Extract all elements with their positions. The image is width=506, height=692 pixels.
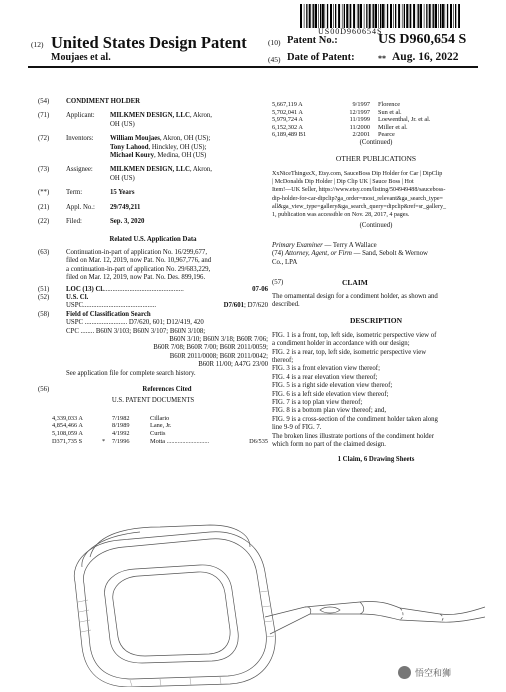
barcode-bar <box>413 4 415 28</box>
barcode-bar <box>395 4 396 28</box>
barcode-bar <box>306 4 307 28</box>
barcode-bar <box>393 4 394 28</box>
reference-row: 4,339,033 A 7/1982 Cillario <box>52 414 170 422</box>
document-title: United States Design Patent <box>51 33 247 52</box>
code-45: (45) <box>268 55 281 64</box>
barcode-bar <box>382 4 384 28</box>
description-line: FIG. 1 is a front, top, left side, isometric perspective view of <box>272 331 437 339</box>
claims-summary: 1 Claim, 6 Drawing Sheets <box>337 455 415 463</box>
reference-row: 6,152,302 A 11/2000 Miller et al. <box>272 123 408 131</box>
description-line: FIG. 4 is a rear elevation view thereof; <box>272 373 378 381</box>
reference-row: 5,979,724 A 11/1999 Loewenthal, Jr. et al. <box>272 116 431 124</box>
references-list-continued <box>272 101 480 139</box>
attorney: (74) Attorney, Agent, or Firm — Sand, Sebolt & Wernow <box>272 250 428 258</box>
barcode-bar <box>445 4 446 28</box>
barcode-bar <box>333 4 334 28</box>
barcode-number: US00D960654S <box>318 27 383 36</box>
wechat-icon <box>398 666 411 679</box>
references-heading: References Cited <box>142 385 192 393</box>
description-line: a condiment holder in accordance with our design; <box>272 340 410 348</box>
description-line: FIG. 5 is a right side elevation view thereof; <box>272 382 393 390</box>
condiment-holder-drawing <box>60 522 490 687</box>
code-12: (12) <box>31 40 44 49</box>
description-line: The broken lines illustrate portions of the condiment holder <box>272 432 434 440</box>
code-10: (10) <box>268 38 281 47</box>
barcode-bar <box>385 4 386 28</box>
barcode-bar <box>304 4 305 28</box>
date-label: Date of Patent: <box>287 52 355 63</box>
barcode-bar <box>330 4 332 28</box>
reference-row: D371,735 S * 7/1996 Motta ........................... D6/535 <box>52 437 268 445</box>
barcode-bar <box>344 4 345 28</box>
barcode-bar <box>320 4 321 28</box>
barcode-bar <box>349 4 350 28</box>
barcode-bar <box>455 4 456 28</box>
filed-date: Sep. 3, 2020 <box>110 218 145 226</box>
right-column: 5,667,119 A 9/1997 Florence 5,702,041 A 12/1997 Sun et al. 5,979,724 A 11/1999 Loewenthal, Jr. et al. 6,152,302 A 11/2000 Miller et al. 6,189,489 B1 2/2001 Pearce (Continued) OTHER PUBLICATIONS XxNiceThingsxX, Etsy.com, SauceBoss Dip Holder for Car | DipClip | McDonalds Dip Holder | Dip Clip UK | Sauce Boss | Hot Item!—UK Seller, https://www.etsy.com/listing/504949488/sauceboss- dip-holder-for-car-dipclip?ga_order=most_relevant&ga_search_type= all&ga_view_type=gallery&ga_search_query=dipclip&ref=sr_gallery_ 1, publication was accessible on Nov. 28, 2017, 4 pages. (Continued) Primary Examiner — Terry A Wallace (74) Attorney, Agent, or Firm — Sand, Sebolt & Wernow Co., LPA (57) CLAIM The ornamental design for a condiment holder, as shown and described. DESCRIPTION FIG. 1 is a front, top, left side, isometric perspective view of a condiment holder in accordance with our design; FIG. 2 is a rear, top, left side, isometric perspective view thereof; FIG. 3 is a front elevation view thereof; FIG. 4 is a rear elevation view thereof; FIG. 5 is a right side elevation view thereof; FIG. 6 is a left side elevation view thereof; FIG. 7 is a top plan view thereof; FIG. 8 is a bottom plan view thereof; and, FIG. 9 is a cross-section of the condiment holder taken along line 9-9 of FIG. 7. The broken lines illustrate portions of the condiment holder which form no part of the claimed design. 1 Claim, 6 Drawing Sheets <box>272 101 480 464</box>
loc-class: 07-06 <box>252 285 268 293</box>
patent-number: US D960,654 S <box>378 32 467 47</box>
watermark <box>398 666 451 679</box>
barcode-bar <box>366 4 367 28</box>
left-column: (54) CONDIMENT HOLDER (71) Applicant: MILKMEN DESIGN, LLC, Akron, OH (US) (72) Inventors: William Moujaes, Akron, OH (US); Tony Lahood, Hinckley, OH (US); Michael Koury, Medina, OH (US) (73) Assignee: MILKMEN DESIGN, LLC, Akron, OH (US) (**) Term: 15 Years (21) Appl. No.: 29/749,211 (22) Filed: Sep. 3, 2020 Related U.S. Application Data (63) Continuation-in-part of application No. 16/299,677, filed on Mar. 12, 2019, now Pat. No. 10,967,776, and a continuation-in-part of application No. 29/683,229, filed on Mar. 12, 2019, now Pat. No. Des. 899,196. (51) LOC (13) Cl. ............................................... 07-06 (52) U.S. Cl. USPC ........................................... D7/601; D7/620 (58) Field of Classification Search USPC ......................... D7/620, 601; D12/419, 420 CPC ........ B60N 3/103; B60N 3/107; B60N 3/108; B60N 3/10; B60N 3/18; B60R 7/06; B60R 7/08; B60R 7/00; B60R 2011/0059; B60R 2011/0008; B60R 2011/0042; B60R 11/00; A47G 23/00 See application file for complete search history. (56) References Cited U.S. PATENT DOCUMENTS 4,339,033 A 7/1982 Cillario 4,854,466 A 8/1989 Lane, Jr. 5,108,059 A 4/1992 Curtis D371,735 S * 7/1996 Motta ........................... D6/535 <box>38 98 268 445</box>
reference-row: 4,854,466 A 8/1989 Lane, Jr. <box>52 422 172 430</box>
barcode-bar <box>438 4 439 28</box>
barcode-bar <box>409 4 410 28</box>
us-docs-heading: U.S. PATENT DOCUMENTS <box>111 397 195 405</box>
barcode-bar <box>369 4 371 28</box>
inventor-short: Moujaes et al. <box>51 52 111 63</box>
description-line: FIG. 3 is a front elevation view thereof; <box>272 365 380 373</box>
barcode-bar <box>357 4 358 28</box>
barcode-bar <box>325 4 326 28</box>
barcode-bar <box>429 4 431 28</box>
patent-date: Aug. 16, 2022 <box>392 51 459 63</box>
applicant-name: MILKMEN DESIGN, LLC <box>110 112 190 120</box>
barcode-bar <box>418 4 419 28</box>
barcode-bar <box>358 4 359 28</box>
barcode-bar <box>378 4 379 28</box>
barcode-bar <box>404 4 405 28</box>
description-line: FIG. 8 is a bottom plan view thereof; and, <box>272 407 387 415</box>
barcode-bar <box>398 4 400 28</box>
barcode-bar <box>309 4 311 28</box>
description-line: FIG. 2 is a rear, top, left side, isometric perspective view <box>272 348 427 356</box>
inventor-3: Michael Koury <box>110 152 154 160</box>
barcode-bar <box>315 4 317 28</box>
classification-search: USPC ......................... D7/620, 601; D12/419, 420 CPC ........ B60N 3/103; B60N 3/107; B60N 3/108; B60N 3/10; B60N 3/18; B60R 7/06; B60R 7/08; B60R 7/00; B60R 2011/0059; B60R 2011/0008; B60R 2011/0042; B60R 11/00; A47G 23/00 See application file for complete search history. <box>66 319 268 377</box>
barcode-bar <box>435 4 437 28</box>
barcode-bar <box>335 4 336 28</box>
barcode-bar <box>346 4 348 28</box>
barcode-bar <box>380 4 381 28</box>
term-value: 15 Years <box>110 189 135 197</box>
header-rule <box>28 66 478 68</box>
continued-label: (Continued) <box>359 138 393 146</box>
barcode-bar <box>364 4 365 28</box>
watermark-text: 悟空和狮 <box>415 669 452 679</box>
barcode-bar <box>372 4 373 28</box>
description-line: line 9-9 of FIG. 7. <box>272 424 322 432</box>
barcode-bar <box>426 4 427 28</box>
related-heading: Related U.S. Application Data <box>109 236 197 244</box>
barcode-bar <box>458 4 460 28</box>
barcode-bar <box>440 4 441 28</box>
description-text <box>272 332 480 450</box>
barcode <box>300 4 460 28</box>
barcode-bar <box>360 4 362 28</box>
other-publications: XxNiceThingsxX, Etsy.com, SauceBoss Dip Holder for Car | DipClip | McDonalds Dip Holder | Dip Clip UK | Sauce Boss | Hot Item!—UK Seller, https://www.etsy.com/listing/504949488/sauceboss- dip-holder-for-car-dipclip?ga_order=most_relevant&ga_search_type= all&ga_view_type=gallery&ga_search_query=dipclip&ref=sr_gallery_ 1, publication was accessible on Nov. 28, 2017, 4 pages. <box>272 170 447 219</box>
barcode-bar <box>450 4 452 28</box>
reference-row: 5,667,119 A 9/1997 Florence <box>272 101 401 108</box>
barcode-bar <box>432 4 433 28</box>
description-heading: DESCRIPTION <box>349 316 403 326</box>
description-line: FIG. 9 is a cross-section of the condiment holder taken along <box>272 415 438 423</box>
claim-heading: CLAIM <box>342 278 368 288</box>
uspc-class: D7/601 <box>223 302 245 310</box>
barcode-bar <box>312 4 313 28</box>
barcode-bar <box>433 4 434 28</box>
barcode-bar <box>424 4 425 28</box>
barcode-bar <box>387 4 388 28</box>
barcode-bar <box>338 4 340 28</box>
barcode-bar <box>420 4 422 28</box>
claim-text: The ornamental design for a condiment holder, as shown and described. <box>272 292 438 308</box>
patent-no-label: Patent No.: <box>287 35 338 46</box>
barcode-bar <box>318 4 319 28</box>
description-line: thereof; <box>272 357 294 365</box>
barcode-bar <box>402 4 403 28</box>
reference-row: 6,189,489 B1 2/2001 Pearce <box>272 131 395 139</box>
examiner: Primary Examiner — Terry A Wallace <box>272 241 377 249</box>
barcode-bar <box>442 4 444 28</box>
barcode-bar <box>406 4 408 28</box>
barcode-bar <box>375 4 377 28</box>
barcode-bar <box>322 4 324 28</box>
barcode-bar <box>373 4 374 28</box>
barcode-bar <box>300 4 302 28</box>
date-marker: ** <box>378 54 386 63</box>
barcode-bar <box>313 4 314 28</box>
other-publications-heading: OTHER PUBLICATIONS <box>335 154 417 164</box>
references-list <box>38 415 268 445</box>
barcode-bar <box>453 4 454 28</box>
description-line: FIG. 7 is a top plan view thereof; <box>272 399 363 407</box>
description-line: FIG. 6 is a left side elevation view thereof; <box>272 390 389 398</box>
barcode-bar <box>417 4 418 28</box>
barcode-bar <box>447 4 448 28</box>
barcode-bar <box>410 4 411 28</box>
description-line: which form no part of the claimed design. <box>272 441 387 449</box>
reference-row: 5,108,059 A 4/1992 Curtis <box>52 429 166 437</box>
assignee-name: MILKMEN DESIGN, LLC <box>110 166 190 174</box>
appl-number: 29/749,211 <box>110 203 141 211</box>
barcode-bar <box>353 4 355 28</box>
related-data: Continuation-in-part of application No. 16/299,677, filed on Mar. 12, 2019, now Pat. No. 10,967,776, and a continuation-in-part of application No. 29/683,229, filed on Mar. 12, 2019, now Pat. No. Des. 899,196. <box>66 248 212 282</box>
barcode-bar <box>327 4 328 28</box>
barcode-bar <box>342 4 343 28</box>
inventor-1: William Moujaes <box>110 135 160 143</box>
barcode-bar <box>390 4 392 28</box>
inventor-2: Tony Lahood <box>110 143 149 151</box>
design-title: CONDIMENT HOLDER <box>66 98 141 105</box>
barcode-bar <box>350 4 351 28</box>
reference-row: 5,702,041 A 12/1997 Sun et al. <box>272 108 402 116</box>
